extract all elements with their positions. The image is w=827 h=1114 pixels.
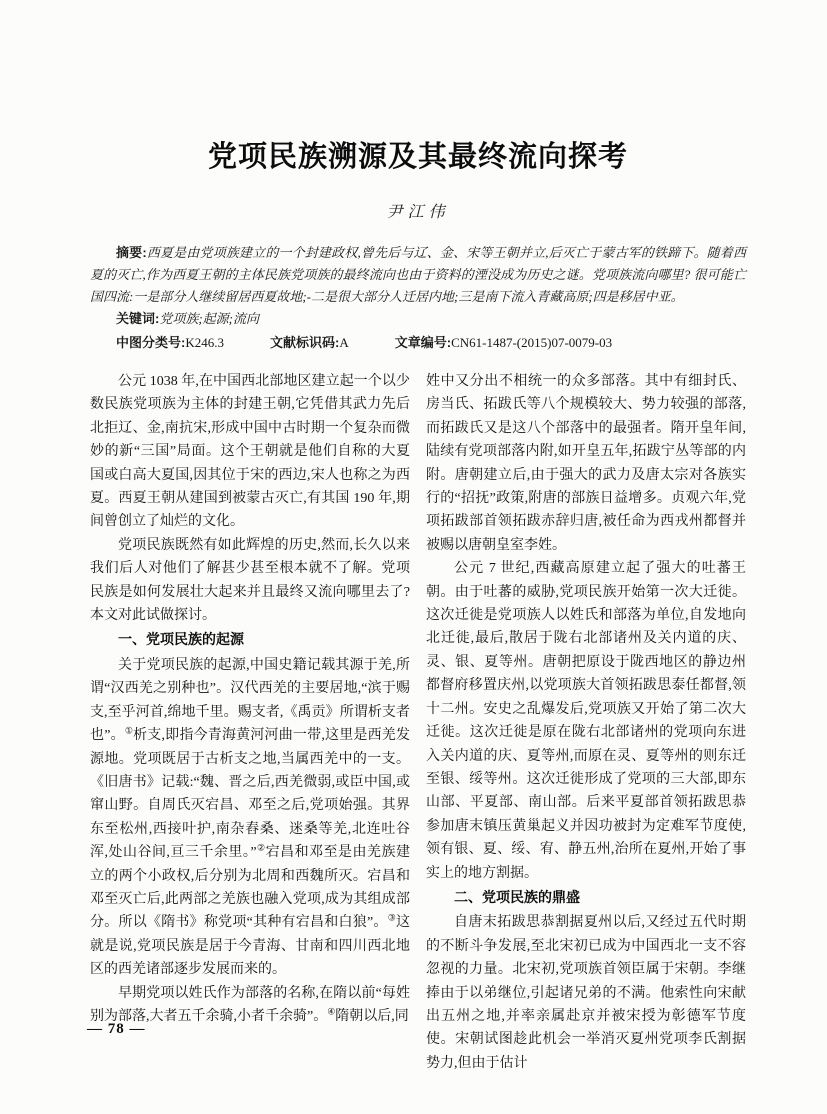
classification-line <box>90 332 746 354</box>
paragraph: 早期党项以姓氏作为部落的名称,在隋以前“每姓别为部落,大者五千余骑,小者千余骑”。④隋朝以后,同 <box>90 985 410 1024</box>
paragraph: 公元 1038 年,在中国西北部地区建立起一个以少数民族党项族为主体的封建王朝,它凭借其武力先后北拒辽、金,南抗宋,形成中国中古时期一个复杂而微妙的新“三国”局面。这个王朝就是他们自称的大夏国或白高大夏国,因其位于宋的西边,宋人也称之为西夏。西夏王朝从建国到被蒙古灭亡,有其国 190 年,期间曾创立了灿烂的文化。 <box>90 374 410 530</box>
article-id-value: CN61-1487-(2015)07-0079-03 <box>451 335 613 350</box>
paragraph: 姓中又分出不相统一的众多部落。其中有细封氏、房当氏、拓跋氏等八个规模较大、势力较强的部落,而拓跋氏又是这八个部落中的最强者。隋开皇年间,陆续有党项部落内附,如开皇五年,拓跋宁丛等部的内附。唐朝建立后,由于强大的武力及唐太宗对各族实行的“招抚”政策,附唐的部族日益增多。贞观六年,党项拓跋部首领拓跋赤辞归唐,被任命为西戎州都督并被赐以唐朝皇室李姓。 <box>426 374 746 553</box>
article-id-label: 文章编号: <box>394 335 452 350</box>
clc-label: 中图分类号: <box>116 335 186 350</box>
column-left <box>90 370 410 1075</box>
doc-code-label: 文献标识码: <box>269 335 340 350</box>
article-title: 党项民族溯源及其最终流向探考 <box>207 141 628 173</box>
meta-block <box>90 242 746 354</box>
paragraph: 关于党项民族的起源,中国史籍记载其源于羌,所谓“汉西羌之别种也”。汉代西羌的主要居地,“滨于赐支,至乎河首,绵地千里。赐支者,《禹贡》所谓析支者也”。①析支,即指今青海黄河河曲一带,这里是西羌发源地。党项既居于古析支之地,当属西羌中的一支。《旧唐书》记载:“魏、晋之后,西羌微弱,或臣中国,或窜山野。自周氏灭宕昌、邓至之后,党项始强。其界东至松州,西接叶护,南杂舂桑、迷桑等羌,北连吐谷浑,处山谷间,亘三千余里。”②宕昌和邓至是由羌族建立的两个小政权,后分别为北周和西魏所灭。宕昌和邓至灭亡后,此两部之羌族也融入党项,成为其组成部分。所以《隋书》称党项“其种有宕昌和白狼”。③这就是说,党项民族是居于今青海、甘南和四川西北地区的西羌诸部逐步发展而来的。 <box>90 657 410 978</box>
clc-value: K246.3 <box>185 335 224 350</box>
footnote-marker: ① <box>124 725 134 736</box>
footnote-marker: ③ <box>387 912 396 923</box>
abstract-text: 西夏是由党项族建立的一个封建政权,曾先后与辽、金、宋等王朝并立,后灭亡于蒙古军的铁蹄下。随着西夏的灭亡,作为西夏王朝的主体民族党项族的最终流向也由于资料的湮没成为历史之谜。党项族流向哪里? 很可能亡国四流:一是部分人继续留居西夏故地;-二是很大部分人迁居内地;三是南下流入青藏高原;四是移居中亚。 <box>90 245 746 304</box>
keywords-label: 关键词: <box>116 311 160 326</box>
abstract <box>90 242 746 308</box>
footnote-marker: ④ <box>327 1006 336 1017</box>
column-right <box>426 370 746 1075</box>
paragraph: 自唐末拓跋思恭割据夏州以后,又经过五代时期的不断斗争发展,至北宋初已成为中国西北一支不容忽视的力量。北宋初,党项族首领臣属于宋朝。李继捧由于以弟继位,引起诸兄弟的不满。他索性向宋献出五州之地,并率亲属赴京并被宋授为彰德军节度使。宋朝试图趁此机会一举消灭夏州党项李氏割据势力,但由于估计 <box>426 915 746 1071</box>
page-number: — 78 — <box>87 1021 146 1037</box>
page-content <box>90 0 746 1075</box>
author-name: 尹江伟 <box>386 204 450 221</box>
paragraph: 公元 7 世纪,西藏高原建立起了强大的吐蕃王朝。由于吐蕃的威胁,党项民族开始第一次大迁徙。这次迁徙是党项族人以姓氏和部落为单位,自发地向北迁徙,最后,散居于陇右北部诸州及关内道的庆、灵、银、夏等州。唐朝把原设于陇西地区的静边州都督府移置庆州,以党项族大首领拓跋思泰任都督,领十二州。安史之乱爆发后,党项族又开始了第二次大迁徙。这次迁徙是原在陇右北部诸州的党项向东进入关内道的庆、夏等州,而原在灵、夏等州的则东迁至银、绥等州。这次迁徙形成了党项的三大部,即东山部、平夏部、南山部。后来平夏部首领拓跋思恭参加唐末镇压黄巢起义并因功被封为定难军节度使,领有银、夏、绥、宥、静五州,治所在夏州,开始了事实上的地方割据。 <box>426 561 746 881</box>
keywords <box>90 308 746 330</box>
abstract-label: 摘要: <box>116 245 147 260</box>
section-heading: 一、党项民族的起源 <box>118 631 244 648</box>
body-columns <box>90 370 746 1075</box>
section-heading: 二、党项民族的鼎盛 <box>454 888 580 905</box>
footnote-marker: ② <box>256 842 266 853</box>
paragraph: 党项民族既然有如此辉煌的历史,然而,长久以来我们后人对他们了解甚少甚至根本就不了解。党项民族是如何发展壮大起来并且最终又流向哪里去了? 本文对此试做探讨。 <box>90 537 410 624</box>
doc-code-value: A <box>339 335 349 350</box>
keywords-text: 党项族;起源;流向 <box>159 311 260 326</box>
